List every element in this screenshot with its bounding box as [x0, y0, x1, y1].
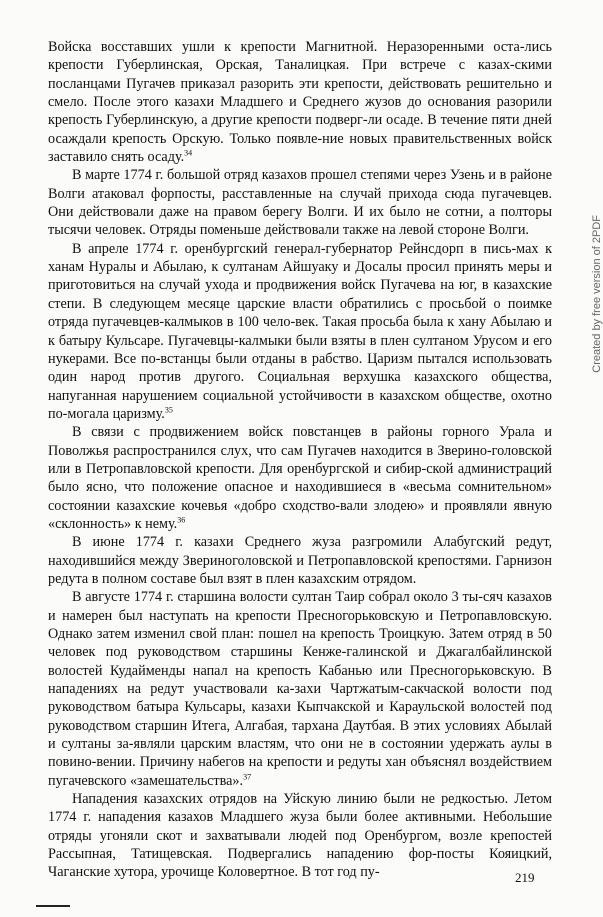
footnote-ref-34[interactable]: 34 [184, 148, 193, 158]
paragraph-1: Войска восставших ушли к крепости Магнитной. Неразоренными оста-лись крепости Губерлинская, Орская, Таналицкая. При встрече с казах-скими посланцами Пугачев приказал разорить эти крепости, действовать решительно и смело. После этого казахи Младшего и Среднего жузов до основания разорили крепость Губерлинскую, а другие крепости подверг-ли осаде. В течение пяти дней осаждали крепость Орскую. Только появле-ние новых правительственных войск заставило снять осаду.$^{34}$ [48, 39, 552, 166]
page-corner-mark [36, 905, 70, 907]
paragraph-2: В марте 1774 г. большой отряд казахов прошел степями через Узень и в районе Волги атаковал форпосты, расставленные на случай прихода сюда пугачевцев. Они действовали даже на правом берегу Волги. И их было не сотни, а полторы тысячи человек. Отряды поменьше действовали также на левой стороне Волги. [48, 167, 552, 239]
footnote-ref-37[interactable]: 37 [243, 772, 252, 782]
paragraph-6: В августе 1774 г. старшина волости султан Таир собрал около 3 ты-сяч казахов и намерен был наступать на крепости Пресногорьковскую и Петропавловскую. Однако затем изменил свой план: пошел на крепость Троицкую. Затем отряд в 50 человек под руководством старшины Кенже-галинской и Джагалбайлинской волостей Кудайменды напал на крепость Кабанью или Пресногорьковскую. В нападениях на редут участвовали ка-захи Чартжатым-сакчаской волости под руководством батыра Кульсары, казахи Кыпчакской и Караульской волостей под руководством старшин Итега, Алгабая, тархана Даутбая. В этих условиях Абылай и султаны за-являли царским властям, что они не в состоянии удержать аулы в повино-вении. Причину набегов на крепости и редуты хан объяснял воздействием пугачевского «замешательства».$^{37}$ [48, 589, 552, 789]
paragraph-3: В апреле 1774 г. оренбургский генерал-губернатор Рейнсдорп в пись-мах к ханам Нуралы и Абылаю, к султанам Айшуаку и Досалы просил принять меры и приготовиться на случай ухода и продвижения войск Пугачева на юг, в казахские степи. В следующем месяце царские власти обратились с просьбой о поимке отряда пугачевцев-калмыков в 100 чело-век. Такая просьба была к хану Абылаю и к батыру Кульсаре. Пугачевцы-калмыки были взяты в плен султаном Урусом и его нукерами. Все по-встанцы были отданы в рабство. Царизм пытался использовать один народ против другого. Социальная верхушка казахского общества, напуганная нарушением социальной устойчивости в казахском обществе, охотно по-могала царизму.$^{35}$ [48, 240, 552, 422]
watermark-text: Created by free version of 2PDF [591, 215, 603, 373]
paragraph-5: В июне 1774 г. казахи Среднего жуза разгромили Алабугский редут, находившийся между Звериноголовской и Петропавловской крепостями. Гарнизон редута в полном составе был взят в плен казахским отрядом. [48, 534, 552, 587]
paragraph-7: Нападения казахских отрядов на Уйскую линию были не редкостью. Летом 1774 г. нападения казахов Младшего жуза были более активными. Небольшие отряды угоняли скот и захватывали людей под Оренбургом, возле крепостей Рассыпная, Татищевская. Подвергались нападению фор-посты Кояицкий, Чаганские хутора, урочище Коловертное. В тот год пу- [48, 791, 552, 881]
footnote-ref-35[interactable]: 35 [164, 405, 173, 415]
page-number: 219 [515, 870, 535, 885]
paragraph-4: В связи с продвижением войск повстанцев в районы горного Урала и Поволжья распространился слух, что сам Пугачев находится в Зверино-головской или в Петропавловской крепости. Для оренбургской и сибир-ской администраций было ясно, что положение опасное и находившиеся в «весьма сомнительном» состоянии казахские кочевья «добро сходство-вали злодею» и проявляли явную «склонность» к нему.$^{36}$ [48, 424, 552, 532]
page-body [48, 38, 552, 882]
footnote-ref-36[interactable]: 36 [177, 515, 186, 525]
